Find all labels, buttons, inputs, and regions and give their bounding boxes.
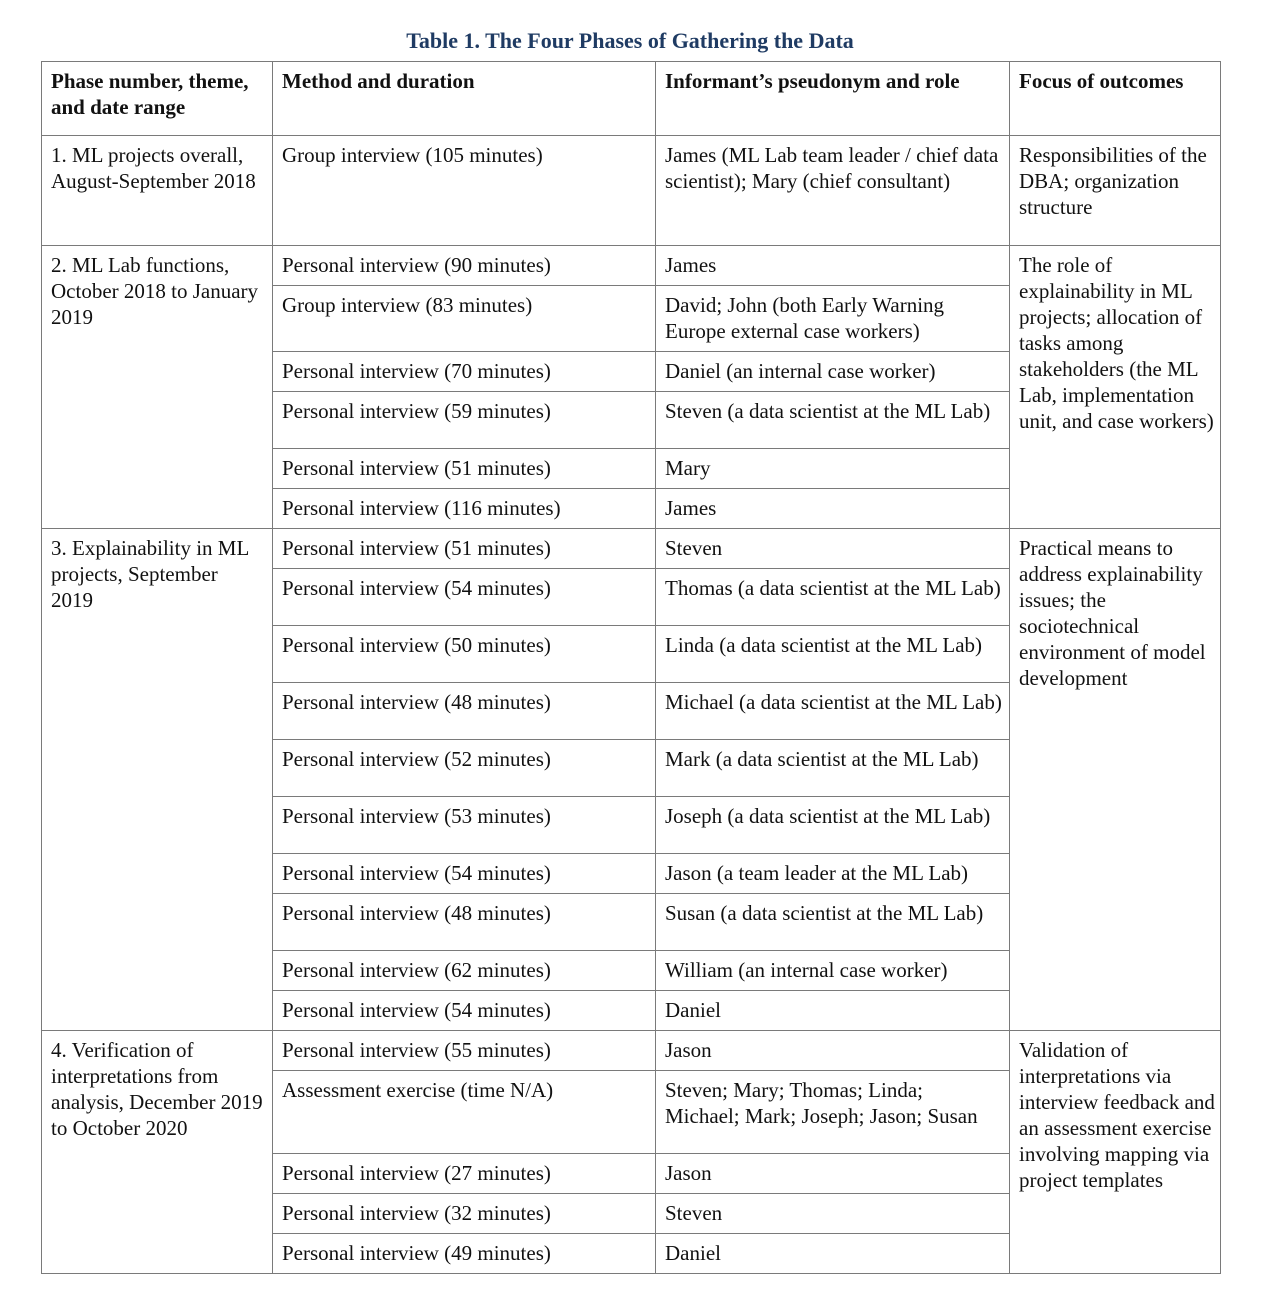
method-cell: Personal interview (116 minutes): [273, 489, 656, 529]
informant-cell: Daniel (an internal case worker): [656, 352, 1010, 392]
informant-cell: Steven: [656, 1194, 1010, 1234]
informant-cell: Michael (a data scientist at the ML Lab): [656, 683, 1010, 740]
method-cell: Personal interview (48 minutes): [273, 894, 656, 951]
method-cell: Group interview (105 minutes): [273, 136, 656, 246]
method-cell: Personal interview (27 minutes): [273, 1154, 656, 1194]
informant-cell: Steven (a data scientist at the ML Lab): [656, 392, 1010, 449]
method-cell: Group interview (83 minutes): [273, 286, 656, 352]
outcomes-cell: The role of explainability in ML projects; allocation of tasks among stakeholders (the ML Lab, implementation unit, and case workers): [1010, 246, 1221, 529]
informant-cell: William (an internal case worker): [656, 951, 1010, 991]
informant-cell: Susan (a data scientist at the ML Lab): [656, 894, 1010, 951]
informant-cell: Joseph (a data scientist at the ML Lab): [656, 797, 1010, 854]
informant-cell: Jason: [656, 1031, 1010, 1071]
method-cell: Personal interview (54 minutes): [273, 854, 656, 894]
informant-cell: Mark (a data scientist at the ML Lab): [656, 740, 1010, 797]
table-row: [42, 136, 1221, 246]
informant-cell: Jason (a team leader at the ML Lab): [656, 854, 1010, 894]
phase-cell: 2. ML Lab functions, October 2018 to January 2019: [42, 246, 273, 529]
phases-table: [41, 61, 1221, 1274]
method-cell: Assessment exercise (time N/A): [273, 1071, 656, 1154]
method-cell: Personal interview (50 minutes): [273, 626, 656, 683]
header-informant: Informant’s pseudonym and role: [656, 62, 1010, 136]
table-row: [42, 1031, 1221, 1071]
informant-cell: David; John (both Early Warning Europe external case workers): [656, 286, 1010, 352]
phase-cell: 4. Verification of interpretations from analysis, December 2019 to October 2020: [42, 1031, 273, 1274]
method-cell: Personal interview (52 minutes): [273, 740, 656, 797]
outcomes-cell: Practical means to address explainability issues; the sociotechnical environment of model development: [1010, 529, 1221, 1031]
method-cell: Personal interview (90 minutes): [273, 246, 656, 286]
informant-cell: Daniel: [656, 1234, 1010, 1274]
method-cell: Personal interview (59 minutes): [273, 392, 656, 449]
informant-cell: James: [656, 246, 1010, 286]
table-row: [42, 246, 1221, 286]
method-cell: Personal interview (54 minutes): [273, 569, 656, 626]
informant-cell: Daniel: [656, 991, 1010, 1031]
method-cell: Personal interview (62 minutes): [273, 951, 656, 991]
informant-cell: Mary: [656, 449, 1010, 489]
informant-cell: James: [656, 489, 1010, 529]
method-cell: Personal interview (70 minutes): [273, 352, 656, 392]
method-cell: Personal interview (54 minutes): [273, 991, 656, 1031]
phase-cell: 1. ML projects overall, August-September 2018: [42, 136, 273, 246]
informant-cell: Steven; Mary; Thomas; Linda; Michael; Mark; Joseph; Jason; Susan: [656, 1071, 1010, 1154]
method-cell: Personal interview (55 minutes): [273, 1031, 656, 1071]
header-outcomes: Focus of outcomes: [1010, 62, 1221, 136]
table-row: [42, 529, 1221, 569]
phase-cell: 3. Explainability in ML projects, September 2019: [42, 529, 273, 1031]
header-method: Method and duration: [273, 62, 656, 136]
informant-cell: Thomas (a data scientist at the ML Lab): [656, 569, 1010, 626]
informant-cell: Linda (a data scientist at the ML Lab): [656, 626, 1010, 683]
informant-cell: Jason: [656, 1154, 1010, 1194]
header-phase: Phase number, theme, and date range: [42, 62, 273, 136]
method-cell: Personal interview (51 minutes): [273, 449, 656, 489]
informant-cell: Steven: [656, 529, 1010, 569]
table-body: [42, 136, 1221, 1274]
method-cell: Personal interview (32 minutes): [273, 1194, 656, 1234]
outcomes-cell: Responsibilities of the DBA; organization structure: [1010, 136, 1221, 246]
method-cell: Personal interview (49 minutes): [273, 1234, 656, 1274]
method-cell: Personal interview (48 minutes): [273, 683, 656, 740]
table-caption: Table 1. The Four Phases of Gathering the Data: [406, 28, 854, 53]
method-cell: Personal interview (53 minutes): [273, 797, 656, 854]
outcomes-cell: Validation of interpretations via interview feedback and an assessment exercise involving mapping via project templates: [1010, 1031, 1221, 1274]
informant-cell: James (ML Lab team leader / chief data scientist); Mary (chief consultant): [656, 136, 1010, 246]
header-row: [42, 62, 1221, 136]
method-cell: Personal interview (51 minutes): [273, 529, 656, 569]
